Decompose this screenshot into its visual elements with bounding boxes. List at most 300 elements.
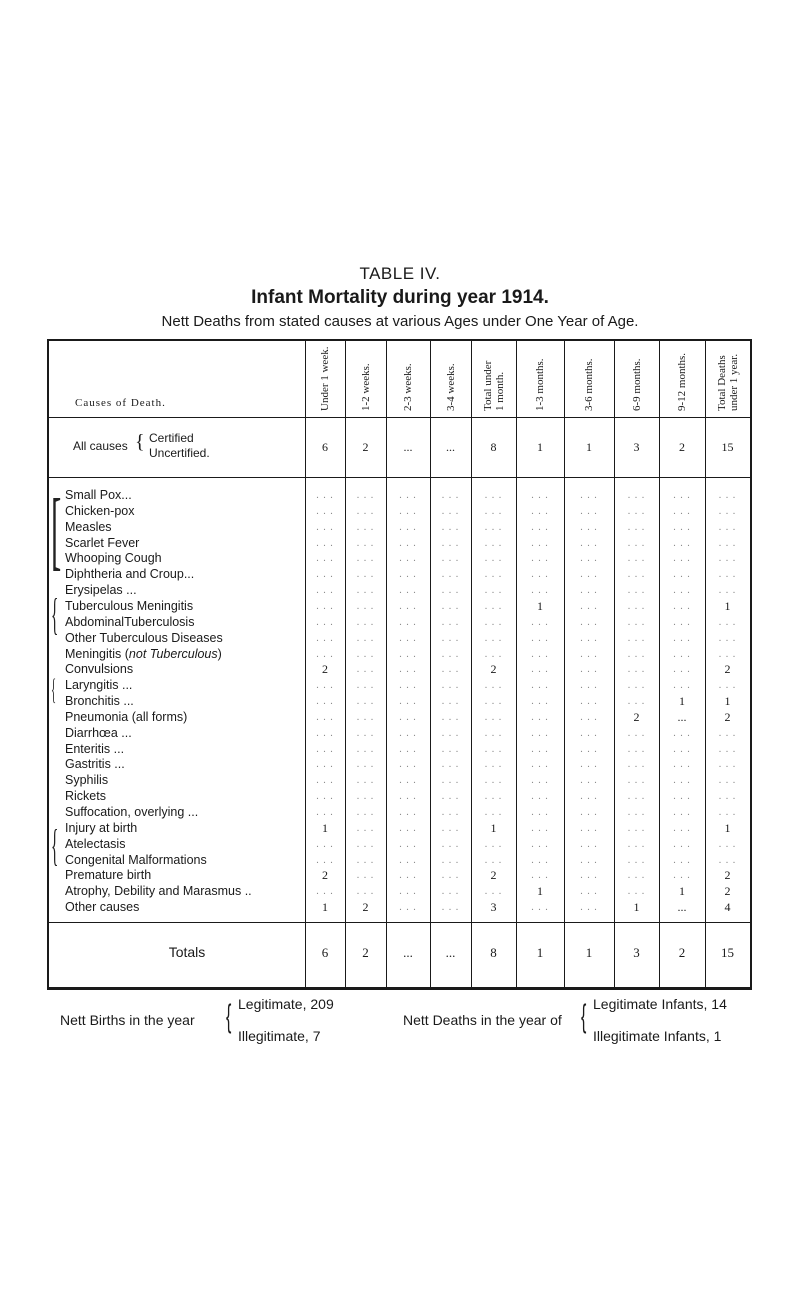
table-cell: . . . [718,616,737,628]
table-cell: . . . [399,902,417,914]
table-cell: . . . [627,553,646,565]
table-cell: . . . [399,743,417,755]
table-cell: . . . [399,711,417,723]
table-cell: 2 [490,868,497,883]
table-row [47,884,752,899]
table-cell: . . . [627,727,646,739]
table-cell: . . . [718,505,737,517]
all-causes-cell: 8 [490,440,497,454]
table-cell: . . . [718,743,737,755]
table-cell: . . . [484,838,503,850]
table-row [47,805,752,820]
table-cell: . . . [484,616,503,628]
table-cell: . . . [484,648,503,660]
certified-label: Certified [149,431,194,445]
mortality-table [47,339,752,990]
cause-label: Whooping Cough [65,551,162,566]
table-cell: . . . [531,664,549,676]
age-column-header: 2-3 weeks. [402,363,414,411]
table-cell: 1 [724,820,731,835]
table-cell: . . . [399,490,417,501]
table-cell: . . . [531,537,549,549]
table-cell: . . . [580,521,598,533]
table-cell: 1 [633,900,640,915]
table-cell: . . . [399,505,417,517]
cause-label: Scarlet Fever [65,535,140,550]
table-cell: . . . [399,807,417,818]
table-cell: . . . [531,616,549,628]
age-column-header: 3-4 weeks. [444,363,457,411]
table-cell: . . . [316,743,334,755]
table-cell: . . . [580,775,598,787]
table-cell: . . . [484,632,503,644]
header-rule [47,417,752,418]
table-cell: . . . [580,807,598,818]
totals-cell: 15 [721,945,734,960]
table-cell: 1 [490,820,497,835]
table-cell: . . . [441,727,460,739]
table-cell: . . . [356,870,375,882]
all-causes-cell: 3 [633,440,640,454]
table-cell: . . . [484,791,503,803]
age-column-header: 1-2 weeks. [359,363,372,411]
table-cell: ... [677,709,687,724]
all-causes-cell: ... [446,440,455,454]
group-bracket-icon: [ [51,482,62,579]
cause-label: Convulsions [65,662,134,677]
table-cell: . . . [441,632,460,644]
table-cell: . . . [673,759,691,771]
totals-cell: 2 [362,945,369,960]
table-cell: . . . [316,616,334,628]
table-cell: . . . [399,648,417,660]
all-causes-cell: 6 [322,440,328,454]
table-cell: . . . [484,537,503,549]
table-cell: . . . [531,743,549,755]
table-cell: . . . [627,600,646,612]
table-cell: . . . [531,553,549,565]
cause-label: Erysipelas ... [65,583,137,598]
table-cell: . . . [316,711,334,723]
cause-label: Suffocation, overlying ... [65,805,199,819]
table-cell: . . . [316,759,334,771]
table-cell: . . . [673,791,691,803]
table-cell: . . . [580,743,598,755]
table-cell: . . . [356,822,375,834]
table-cell: . . . [399,838,417,850]
table-cell: . . . [484,854,503,866]
table-cell: . . . [441,664,460,676]
table-cell: . . . [316,791,334,803]
table-cell: . . . [441,553,460,565]
table-cell: . . . [441,505,460,517]
cause-label: Premature birth [65,868,152,883]
table-cell: . . . [399,680,417,692]
cause-label: Enteritis ... [65,741,125,756]
cause-label: Tuberculous Meningitis [65,598,194,613]
table-cell: . . . [399,632,417,644]
table-cell: . . . [316,886,334,898]
table-cell: . . . [316,854,334,866]
table-cell: . . . [627,886,646,898]
table-cell: ... [677,900,687,915]
table-cell: . . . [399,664,417,676]
table-cell: . . . [718,838,737,850]
table-cell: . . . [718,759,737,771]
table-cell: . . . [718,648,737,660]
table-cell: . . . [718,553,737,565]
table-cell: . . . [316,600,334,612]
table-cell: . . . [484,727,503,739]
cause-label: Bronchitis ... [65,694,134,709]
table-cell: . . . [718,632,737,644]
table-cell: . . . [718,680,737,692]
table-row [47,900,752,915]
age-column-header: 9-12 months. [676,352,688,411]
births-legitimate: Legitimate, 209 [238,996,334,1012]
table-row [47,583,752,598]
cause-label: Chicken-pox [65,503,135,518]
totals-cell: ... [403,945,413,960]
table-cell: . . . [531,791,549,803]
cause-label: Rickets [65,789,106,804]
table-cell: 2 [633,709,640,724]
table-cell: . . . [316,505,334,517]
table-cell: . . . [399,727,417,739]
table-cell: . . . [484,521,503,533]
table-cell: . . . [718,727,737,739]
table-cell: . . . [580,727,598,739]
births-illegitimate: Illegitimate, 7 [238,1028,321,1044]
all-causes-cell: 15 [721,440,734,454]
table-cell: . . . [356,743,375,755]
table-cell: . . . [356,696,375,708]
table-cell: . . . [484,505,503,517]
table-cell: . . . [441,616,460,628]
table-cell: . . . [484,569,503,581]
table-cell: 4 [724,900,731,915]
age-column-header: Under 1 week. [319,346,331,411]
table-cell: . . . [627,775,646,787]
table-cell: . . . [673,775,691,787]
totals-cell: 6 [321,945,329,960]
table-cell: . . . [356,521,375,533]
table-cell: 2 [322,662,328,677]
table-row [47,726,752,741]
table-cell: . . . [399,775,417,787]
table-cell: . . . [531,490,549,501]
table-cell: . . . [673,600,691,612]
all-causes-cell: 1 [586,440,592,454]
table-cell: . . . [356,585,375,597]
group-bracket-icon: { [51,590,59,639]
table-cell: . . . [356,505,375,517]
cause-label: Measles [65,519,112,534]
table-cell: 1 [679,694,685,709]
table-cell: . . . [673,537,691,549]
table-cell: . . . [316,490,334,501]
table-cell: . . . [316,807,334,818]
table-cell: . . . [316,775,334,787]
table-cell: . . . [627,664,646,676]
table-cell: . . . [356,886,375,898]
totals-cell: 1 [536,945,544,960]
age-column-header: 1-3 months. [534,358,546,411]
table-cell: . . . [627,680,646,692]
causes-header: Causes of Death. [75,397,166,409]
table-cell: 1 [679,884,685,899]
table-cell: . . . [399,569,417,581]
table-cell: 2 [724,662,731,677]
table-cell: . . . [441,759,460,771]
table-cell: . . . [673,727,691,739]
table-cell: . . . [399,822,417,834]
table-cell: . . . [627,696,646,708]
table-cell: . . . [580,791,598,803]
table-cell: . . . [399,616,417,628]
table-cell: . . . [580,870,598,882]
table-row [47,520,752,535]
all-causes-cell: 2 [679,440,685,454]
table-cell: . . . [718,854,737,866]
table-cell: . . . [399,791,417,803]
table-cell: . . . [531,632,549,644]
all-causes-cell: ... [403,440,413,454]
cause-label: Congenital Malformations [65,852,207,867]
table-cell: . . . [673,490,691,501]
table-cell: 1 [322,820,328,835]
table-cell: . . . [531,680,549,692]
all-causes-label: All causes [73,439,128,453]
table-cell: . . . [441,490,460,501]
table-cell: . . . [580,838,598,850]
table-cell: . . . [531,759,549,771]
table-cell: . . . [441,791,460,803]
table-cell: . . . [399,600,417,612]
table-cell: . . . [673,854,691,866]
table-cell: . . . [627,569,646,581]
table-cell: . . . [399,854,417,866]
table-cell: . . . [484,553,503,565]
table-cell: . . . [627,585,646,597]
births-label: Nett Births in the year [60,1012,195,1028]
table-cell: . . . [356,727,375,739]
table-cell: . . . [484,886,503,898]
table-cell: 2 [724,709,731,724]
table-cell: . . . [673,585,691,597]
table-row [47,710,752,725]
table-cell: . . . [627,616,646,628]
table-row [47,647,752,662]
table-cell: . . . [399,870,417,882]
table-cell: . . . [441,537,460,549]
table-row [47,504,752,519]
table-cell: . . . [531,870,549,882]
table-cell: . . . [484,743,503,755]
table-cell: . . . [356,537,375,549]
age-column-header: 6-9 months. [630,358,643,411]
table-cell: . . . [718,569,737,581]
table-cell: . . . [356,807,375,818]
deaths-legitimate: Legitimate Infants, 14 [593,996,727,1012]
deaths-illegitimate: Illegitimate Infants, 1 [593,1028,722,1044]
table-cell: . . . [531,854,549,866]
table-cell: . . . [627,743,646,755]
table-cell: . . . [356,664,375,676]
cause-label: Other Tuberculous Diseases [65,630,223,645]
age-column-header: Total Deaths under 1 year. [715,353,740,411]
table-cell: . . . [316,521,334,533]
totals-cell: 3 [633,945,640,960]
table-cell: . . . [580,759,598,771]
table-cell: . . . [356,490,375,501]
table-cell: . . . [718,791,737,803]
table-cell: . . . [316,585,334,597]
table-cell: . . . [580,822,598,834]
cause-label: Laryngitis ... [65,678,133,693]
table-cell: . . . [356,838,375,850]
cause-label: Meningitis (not Tuberculous) [65,646,222,661]
table-row [47,551,752,566]
table-cell: . . . [356,680,375,692]
all-causes-rule [47,477,752,478]
table-row [47,773,752,788]
table-cell: . . . [673,569,691,581]
table-cell: . . . [531,569,549,581]
table-cell: . . . [718,537,737,549]
table-cell: . . . [627,505,646,517]
table-cell: . . . [316,632,334,644]
table-cell: . . . [316,727,334,739]
table-cell: . . . [441,775,460,787]
table-cell: . . . [531,775,549,787]
table-cell: 1 [322,900,328,915]
cause-label: Diarrhœa ... [65,725,132,740]
table-cell: . . . [531,822,549,834]
table-row [47,488,752,503]
table-border-top [47,339,752,341]
page-subtitle: Nett Deaths from stated causes at various Ages under One Year of Age. [161,313,639,330]
table-cell: 1 [724,598,731,613]
table-row [47,694,752,709]
table-cell: . . . [580,553,598,565]
table-cell: . . . [484,775,503,787]
table-cell: . . . [441,569,460,581]
table-cell: . . . [580,600,598,612]
table-cell: . . . [531,585,549,597]
table-label: TABLE IV. [359,264,441,283]
all-causes-cell: 1 [537,440,543,454]
cause-label: AbdominalTuberculosis [65,614,195,629]
table-cell: . . . [673,616,691,628]
table-cell: . . . [399,553,417,565]
table-cell: . . . [399,585,417,597]
table-cell: . . . [580,711,598,723]
table-row [47,837,752,852]
cause-label: Atelectasis [65,836,126,851]
table-cell: . . . [356,553,375,565]
table-cell: . . . [441,711,460,723]
table-cell: . . . [399,696,417,708]
age-column-header: Total under 1 month. [481,360,506,411]
table-cell: . . . [718,807,737,818]
table-cell: . . . [531,648,549,660]
table-cell: . . . [316,553,334,565]
table-cell: . . . [627,759,646,771]
table-cell: . . . [484,696,503,708]
table-cell: . . . [316,838,334,850]
table-cell: . . . [627,791,646,803]
table-cell: 1 [537,598,543,613]
table-cell: . . . [627,648,646,660]
table-cell: . . . [627,870,646,882]
table-cell: . . . [399,886,417,898]
table-cell: 2 [322,868,328,883]
table-row [47,821,752,836]
all-causes-brace-icon: { [135,431,145,453]
table-cell: . . . [356,600,375,612]
table-cell: . . . [531,838,549,850]
table-row [47,757,752,772]
table-cell: . . . [531,711,549,723]
cause-label: Other causes [65,900,140,915]
table-cell: . . . [580,886,598,898]
table-cell: . . . [673,743,691,755]
births-brace-icon: { [226,998,232,1034]
table-cell: . . . [531,727,549,739]
table-row [47,868,752,883]
table-cell: . . . [580,696,598,708]
table-cell: 2 [724,884,731,899]
table-cell: . . . [441,648,460,660]
table-cell: . . . [673,664,691,676]
table-cell: . . . [356,616,375,628]
table-cell: . . . [441,521,460,533]
table-cell: . . . [484,490,503,501]
table-cell: . . . [484,600,503,612]
table-cell: . . . [580,569,598,581]
table-cell: . . . [356,711,375,723]
table-cell: . . . [441,600,460,612]
table-cell: . . . [627,807,646,818]
table-cell: . . . [356,775,375,787]
table-row [47,536,752,551]
table-cell: . . . [484,711,503,723]
table-cell: . . . [399,537,417,549]
page-title: Infant Mortality during year 1914. [251,287,549,308]
table-cell: . . . [580,680,598,692]
table-cell: . . . [484,680,503,692]
table-cell: . . . [580,664,598,676]
table-row [47,631,752,646]
table-cell: . . . [441,696,460,708]
table-cell: . . . [531,902,549,914]
table-cell: . . . [316,680,334,692]
totals-label: Totals [168,944,206,960]
table-cell: . . . [673,870,691,882]
table-cell: . . . [673,807,691,818]
table-row [47,678,752,693]
table-cell: . . . [673,680,691,692]
table-cell: . . . [356,759,375,771]
footer [0,994,800,1054]
table-cell: . . . [399,759,417,771]
table-cell: . . . [441,870,460,882]
table-cell: . . . [316,569,334,581]
table-cell: . . . [356,569,375,581]
table-cell: . . . [718,585,737,597]
table-cell: . . . [673,648,691,660]
